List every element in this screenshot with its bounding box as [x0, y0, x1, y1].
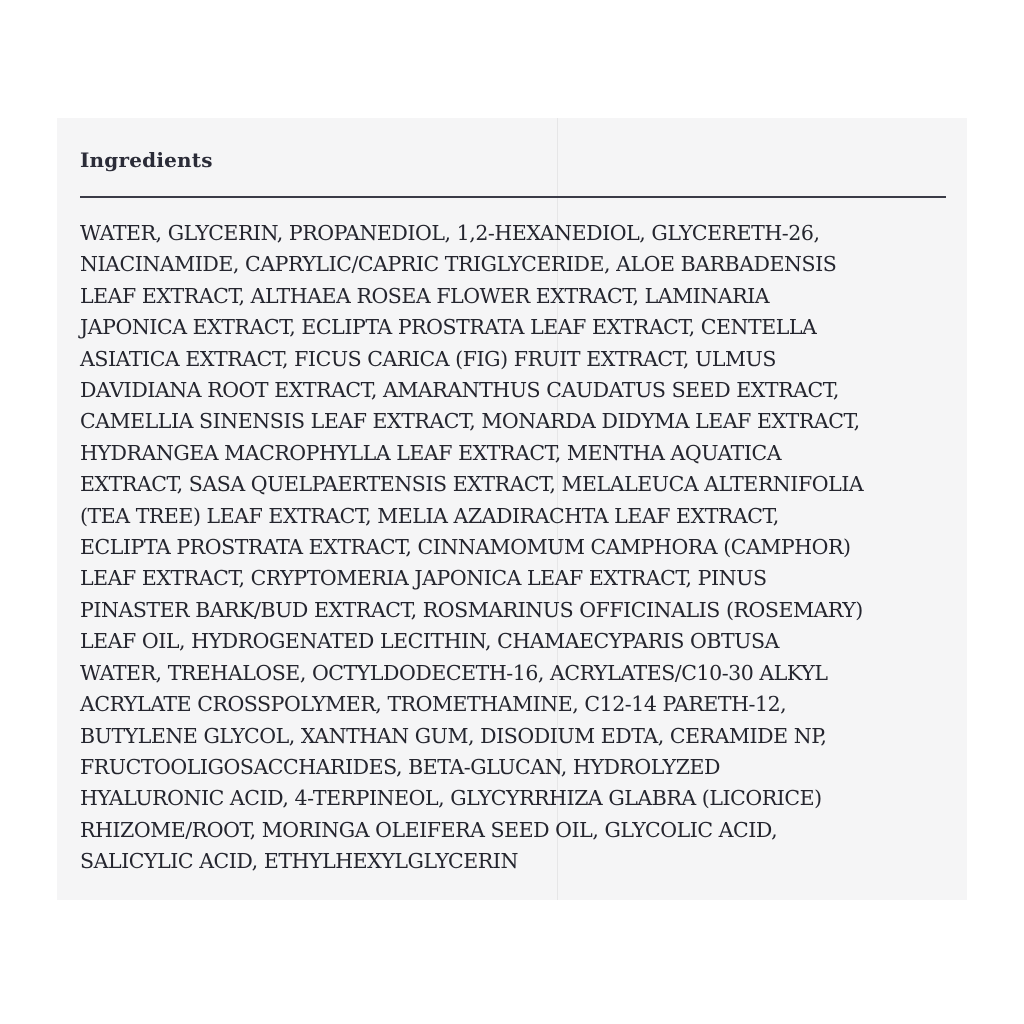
heading-divider	[80, 196, 946, 198]
ingredients-line: HYDRANGEA MACROPHYLLA LEAF EXTRACT, MENTHA AQUATICA	[80, 440, 782, 465]
ingredients-heading: Ingredients	[80, 148, 213, 172]
ingredients-line: RHIZOME/ROOT, MORINGA OLEIFERA SEED OIL, GLYCOLIC ACID,	[80, 817, 778, 842]
ingredients-line: PINASTER BARK/BUD EXTRACT, ROSMARINUS OFFICINALIS (ROSEMARY)	[80, 597, 863, 622]
ingredients-line: NIACINAMIDE, CAPRYLIC/CAPRIC TRIGLYCERIDE, ALOE BARBADENSIS	[80, 252, 837, 277]
ingredients-line: LEAF EXTRACT, CRYPTOMERIA JAPONICA LEAF EXTRACT, PINUS	[80, 566, 767, 591]
ingredients-line: FRUCTOOLIGOSACCHARIDES, BETA-GLUCAN, HYDROLYZED	[80, 754, 721, 779]
ingredients-line: SALICYLIC ACID, ETHYLHEXYLGLYCERIN	[80, 849, 518, 874]
ingredients-line: BUTYLENE GLYCOL, XANTHAN GUM, DISODIUM EDTA, CERAMIDE NP,	[80, 723, 827, 748]
ingredients-line: JAPONICA EXTRACT, ECLIPTA PROSTRATA LEAF EXTRACT, CENTELLA	[80, 315, 817, 340]
ingredients-list	[80, 218, 960, 878]
ingredients-line: DAVIDIANA ROOT EXTRACT, AMARANTHUS CAUDATUS SEED EXTRACT,	[80, 378, 839, 403]
ingredients-line: WATER, GLYCERIN, PROPANEDIOL, 1,2-HEXANEDIOL, GLYCERETH-26,	[80, 221, 820, 245]
ingredients-line: LEAF EXTRACT, ALTHAEA ROSEA FLOWER EXTRACT, LAMINARIA	[80, 283, 770, 308]
ingredients-line: ECLIPTA PROSTRATA EXTRACT, CINNAMOMUM CAMPHORA (CAMPHOR)	[80, 535, 851, 560]
ingredients-line: HYALURONIC ACID, 4-TERPINEOL, GLYCYRRHIZA GLABRA (LICORICE)	[80, 786, 822, 811]
ingredients-line: (TEA TREE) LEAF EXTRACT, MELIA AZADIRACHTA LEAF EXTRACT,	[80, 503, 779, 528]
ingredients-line: LEAF OIL, HYDROGENATED LECITHIN, CHAMAECYPARIS OBTUSA	[80, 629, 779, 654]
ingredients-line: WATER, TREHALOSE, OCTYLDODECETH-16, ACRYLATES/C10-30 ALKYL	[80, 660, 828, 685]
ingredients-line: EXTRACT, SASA QUELPAERTENSIS EXTRACT, MELALEUCA ALTERNIFOLIA	[80, 472, 864, 497]
ingredients-label	[57, 118, 967, 900]
ingredients-line: ACRYLATE CROSSPOLYMER, TROMETHAMINE, C12-14 PARETH-12,	[80, 692, 787, 717]
ingredients-line: ASIATICA EXTRACT, FICUS CARICA (FIG) FRUIT EXTRACT, ULMUS	[80, 346, 776, 371]
ingredients-line: CAMELLIA SINENSIS LEAF EXTRACT, MONARDA DIDYMA LEAF EXTRACT,	[80, 409, 860, 434]
